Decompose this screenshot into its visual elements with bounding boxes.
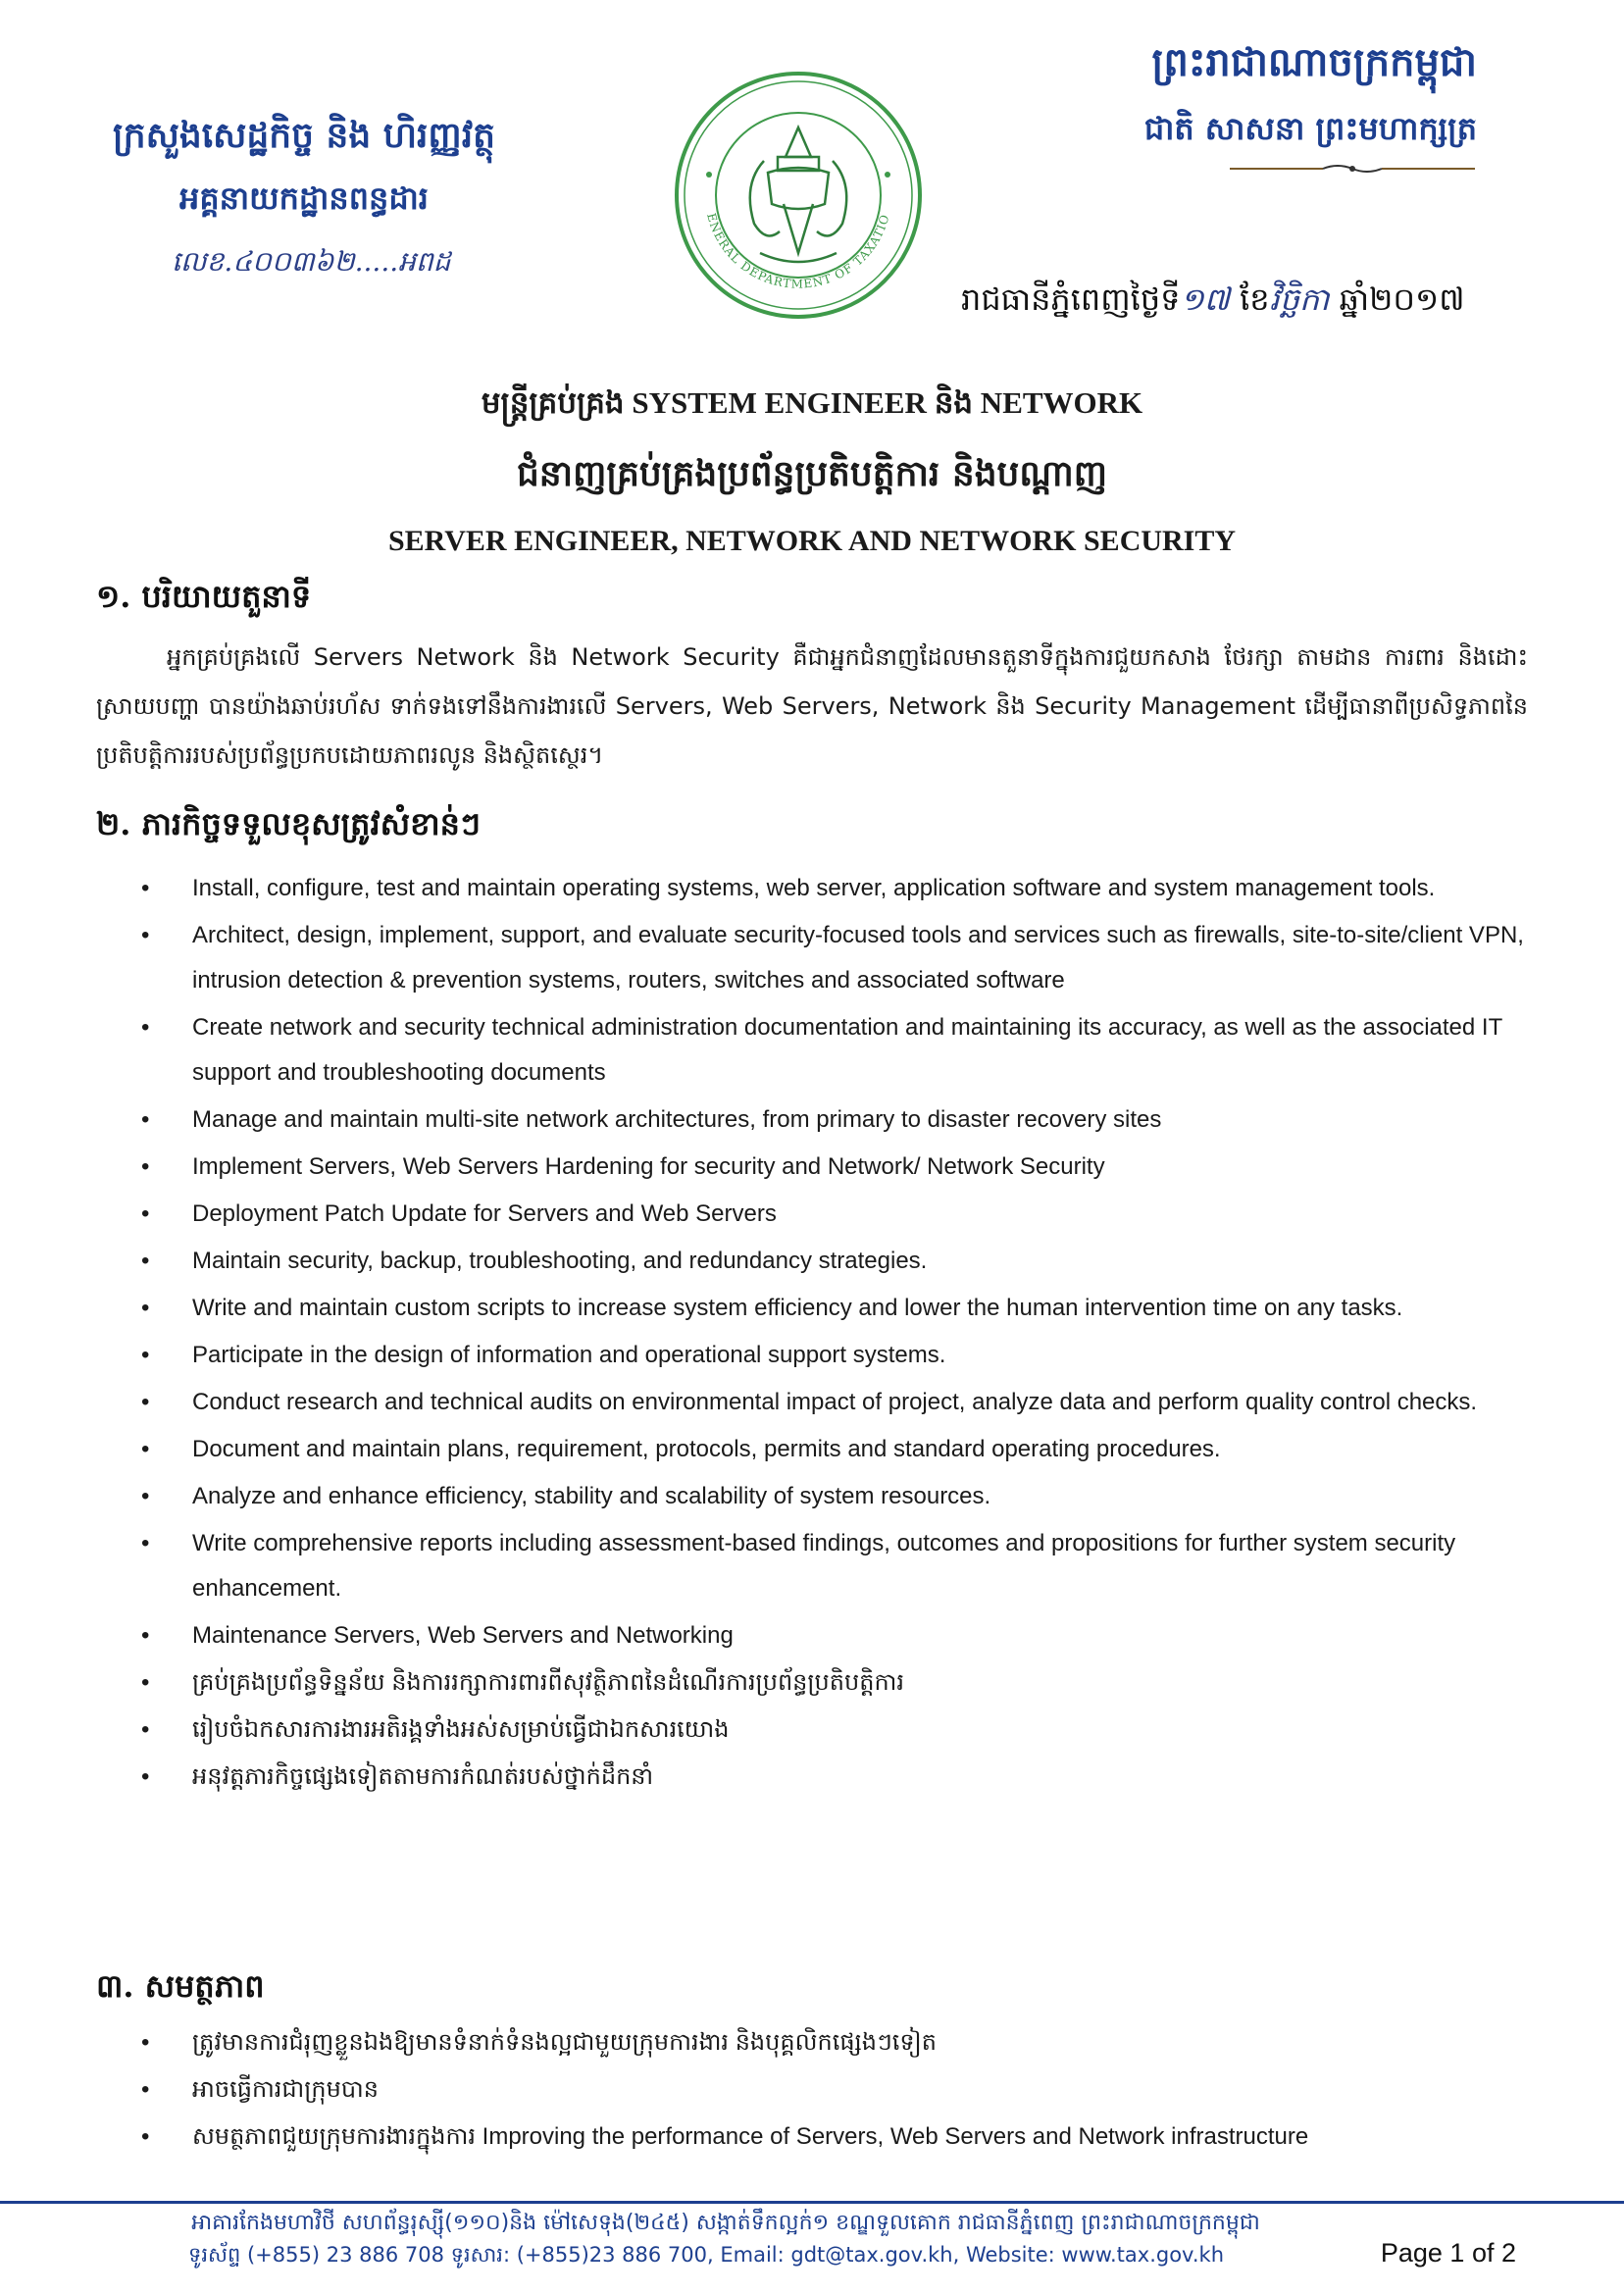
date-month: វិច្ឆិកា: [1269, 280, 1330, 318]
list-item: [141, 1427, 1536, 1472]
bullet-icon: •: [141, 1200, 150, 1227]
bullet-icon: •: [141, 1716, 150, 1743]
footer-address: អាគារកែងមហាវិថី សហព័ន្ធរុស្ស៊ី(១១០)និង ម៉ៅសេទុង(២៤៥) សង្កាត់ទឹកល្អក់១ ខណ្ឌទួលគោក រាជធានីភ្នំពេញ ព្រះរាជាណាចក្រកម្ពុជា: [191, 2211, 1260, 2235]
list-item-text: Analyze and enhance efficiency, stability and scalability of system resources.: [192, 1483, 991, 1509]
bullet-icon: •: [141, 922, 150, 948]
date-month-label: ខែ: [1240, 280, 1270, 318]
list-item-text: Maintenance Servers, Web Servers and Networking: [192, 1622, 734, 1649]
bullet-icon: •: [141, 1248, 150, 1274]
role-description-text: អ្នកគ្រប់គ្រងលើ Servers Network និង Network Security គឺជាអ្នកជំនាញដែលមានតួនាទីក្នុងការជួយកសាង ថែរក្សា តាមដាន ការពារ និងដោះស្រាយបញ្ហា បានយ៉ាងឆាប់រហ័ស ទាក់ទងទៅនឹងការងារលើ Servers, Web Servers, Network និង Security Management ដើម្បីធានាពីប្រសិទ្ធភាពនៃប្រតិបត្តិការរបស់ប្រព័ន្ធប្រកបដោយភាពរលូន និងស្ថិតស្ថេរ។: [96, 643, 1528, 769]
reference-number: លេខ.៤០០៣៦២.....អពដ: [172, 245, 451, 278]
list-item-text: Deployment Patch Update for Servers and Web Servers: [192, 1200, 777, 1227]
bullet-icon: •: [141, 1153, 150, 1180]
list-item-text: Document and maintain plans, requirement, protocols, permits and standard operating procedures.: [192, 1436, 1221, 1462]
bullet-icon: •: [141, 1530, 150, 1556]
footer-divider: [0, 2201, 1624, 2204]
bullet-icon: •: [141, 2123, 150, 2150]
responsibilities-list: [141, 866, 1536, 1802]
bullet-icon: •: [141, 1763, 150, 1790]
national-motto: ជាតិ សាសនា ព្រះមហាក្សត្រ: [1143, 110, 1477, 147]
section-3-heading: ៣. សមត្ថភាព: [96, 1967, 265, 2005]
competencies-list: [141, 2020, 1536, 2162]
list-item: [141, 2020, 1536, 2065]
list-item-text: Maintain security, backup, troubleshooting, and redundancy strategies.: [192, 1248, 928, 1274]
section-1-heading: ១. បរិយាយតួនាទី: [96, 578, 312, 615]
list-item-text: ត្រូវមានការជំរុញខ្លួនឯងឱ្យមានទំនាក់ទំនងល្អជាមួយក្រុមការងារ និងបុគ្គលិកផ្សេងៗទៀត: [192, 2029, 938, 2056]
bullet-icon: •: [141, 1669, 150, 1696]
list-item-text: Conduct research and technical audits on environmental impact of project, analyze data and perform quality control checks.: [192, 1389, 1478, 1415]
ministry-name: ក្រសួងសេដ្ឋកិច្ច និង ហិរញ្ញវត្ថុ: [113, 115, 495, 156]
list-item-text: សមត្ថភាពជួយក្រុមការងារក្នុងការ Improving the performance of Servers, Web Servers and Network infrastructure: [192, 2123, 1309, 2150]
list-item-text: Participate in the design of information and operational support systems.: [192, 1342, 946, 1368]
bullet-icon: •: [141, 1622, 150, 1649]
list-item-text: Manage and maintain multi-site network architectures, from primary to disaster recovery sites: [192, 1106, 1162, 1133]
list-item: [141, 913, 1536, 1003]
list-item: [141, 1333, 1536, 1378]
kingdom-header: [1085, 37, 1477, 155]
list-item: [141, 2115, 1536, 2160]
list-item-text: Implement Servers, Web Servers Hardening for security and Network/ Network Security: [192, 1153, 1105, 1180]
list-item: [141, 1097, 1536, 1143]
bullet-icon: •: [141, 1295, 150, 1321]
list-item: [141, 2067, 1536, 2113]
bullet-icon: •: [141, 1483, 150, 1509]
document-date: [961, 280, 1464, 326]
list-item-text: Create network and security technical administration documentation and maintaining its accuracy, as well as the associated IT support and troubleshooting documents: [192, 1014, 1502, 1086]
date-year: ឆ្នាំ២០១៧: [1339, 280, 1465, 318]
list-item: [141, 866, 1536, 911]
role-description: [96, 633, 1528, 780]
kingdom-name: ព្រះរាជាណាចក្រកម្ពុជា: [1151, 39, 1477, 85]
list-item: [141, 1145, 1536, 1190]
list-item: [141, 1521, 1536, 1611]
bullet-icon: •: [141, 1436, 150, 1462]
page-number: Page 1 of 2: [1380, 2238, 1516, 2268]
skill-title-khmer: ជំនាញគ្រប់គ្រងប្រព័ន្ធប្រតិបត្តិការ និងបណ្តាញ: [516, 453, 1108, 494]
list-item-text: Write and maintain custom scripts to increase system efficiency and lower the human intervention time on any tasks.: [192, 1295, 1403, 1321]
list-item-text: អនុវត្តភារកិច្ចផ្សេងទៀតតាមការកំណត់របស់ថ្នាក់ដឹកនាំ: [192, 1763, 654, 1790]
position-title: មន្ត្រីគ្រប់គ្រង SYSTEM ENGINEER និង NETWORK: [481, 385, 1143, 420]
skill-title-english: SERVER ENGINEER, NETWORK AND NETWORK SECURITY: [387, 525, 1237, 557]
list-item-text: Write comprehensive reports including assessment-based findings, outcomes and propositions for further system security enhancement.: [192, 1530, 1456, 1602]
list-item: [141, 1474, 1536, 1519]
list-item: [141, 1380, 1536, 1425]
bullet-icon: •: [141, 2076, 150, 2103]
list-item-text: អាចធ្វើការជាក្រុមបាន: [192, 2076, 379, 2103]
list-item: [141, 1660, 1536, 1706]
list-item: [141, 1005, 1536, 1096]
department-name: អគ្គនាយកដ្ឋានពន្ធដារ: [179, 179, 429, 217]
list-item-text: រៀបចំឯកសារការងារអតិរង្គទាំងអស់សម្រាប់ធ្វើជាឯកសារយោង: [192, 1716, 730, 1743]
bullet-icon: •: [141, 1389, 150, 1415]
ornament-divider: [1230, 160, 1475, 164]
list-item: [141, 1286, 1536, 1331]
list-item: [141, 1708, 1536, 1753]
list-item-text: គ្រប់គ្រងប្រព័ន្ធទិន្នន័យ និងការរក្សាការពារពីសុវត្ថិភាពនៃដំណើរការប្រព័ន្ធប្រតិបត្តិការ: [192, 1669, 904, 1696]
list-item: [141, 1192, 1536, 1237]
list-item: [141, 1239, 1536, 1284]
date-prefix: រាជធានីភ្នំពេញថ្ងៃទី: [961, 280, 1181, 318]
department-seal-icon: [670, 67, 927, 324]
section-2-heading: ២. ភារកិច្ចទទួលខុសត្រូវសំខាន់ៗ: [96, 805, 481, 842]
bullet-icon: •: [141, 1014, 150, 1041]
ministry-header: [69, 113, 539, 284]
list-item: [141, 1755, 1536, 1800]
list-item: [141, 1613, 1536, 1658]
list-item-text: Architect, design, implement, support, and evaluate security-focused tools and services such as firewalls, site-to-site/client VPN, intrusion detection & prevention systems, routers, switches and associated software: [192, 922, 1524, 994]
date-day: ១៧: [1180, 280, 1230, 318]
bullet-icon: •: [141, 1342, 150, 1368]
footer-contact: ទូរស័ព្ទ (+855) 23 886 708 ទូរសារ: (+855)23 886 700, Email: gdt@tax.gov.kh, Website: www.tax.gov.kh: [187, 2243, 1225, 2267]
bullet-icon: •: [141, 875, 150, 901]
bullet-icon: •: [141, 1106, 150, 1133]
bullet-icon: •: [141, 2029, 150, 2056]
svg-text:GENERAL DEPARTMENT OF TAXATION: ENERAL DEPARTMENT OF TAXATIO: [704, 211, 892, 291]
list-item-text: Install, configure, test and maintain operating systems, web server, application software and system management tools.: [192, 875, 1436, 901]
